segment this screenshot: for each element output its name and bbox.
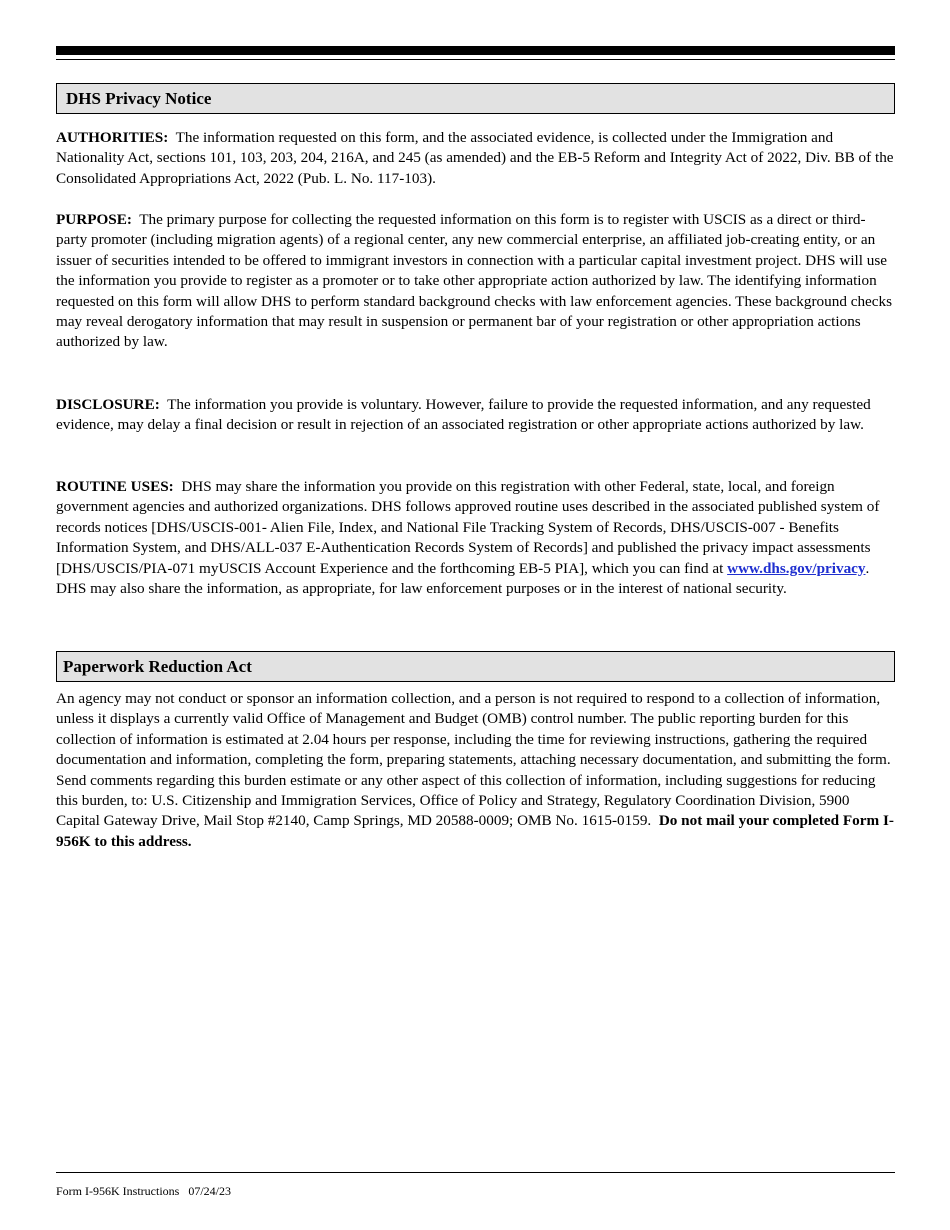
disclosure-paragraph [56,395,895,436]
paperwork-paragraph [56,689,895,852]
authorities-paragraph [56,128,895,189]
routine-uses-label: ROUTINE USES: [56,478,174,495]
footer-date: 07/24/23 [188,1184,231,1198]
privacy-link[interactable]: www.dhs.gov/privacy [727,559,866,577]
privacy-notice-heading [56,83,895,114]
paperwork-text: An agency may not conduct or sponsor an information collection, and a person is not required to respond to a collection of information, unless it displays a currently valid Office of Management and Budget (OMB) control number. The public reporting burden for this collection of information is estimated at 2.04 hours per response, including the time for reviewing instructions, gathering the required documentation and information, completing the form, preparing statements, attaching necessary documentation, and submitting the form. Send comments regarding this burden estimate or any other aspect of this collection of information, including suggestions for reducing this burden, to: U.S. Citizenship and Immigration Services, Office of Policy and Strategy, Regulatory Coordination Division, 5900 Capital Gateway Drive, Mail Stop #2140, Camp Springs, MD 20588-0009; OMB No. 1615-0159. [56,690,891,830]
paperwork-reduction-heading [56,651,895,682]
paperwork-reduction-heading-text: Paperwork Reduction Act [63,657,252,676]
purpose-paragraph [56,210,895,353]
routine-uses-text: DHS may share the information you provide on this registration with other Federal, state, local, and foreign government agencies and authorized organizations. DHS follows approved routine uses described in the associated published system of records notices [DHS/USCIS-001- Alien File, Index, and National File Tracking System of Records, DHS/USCIS-007 - Benefits Information System, and DHS/ALL-037 E-Authentication Records System of Records] and published the privacy impact assessments [DHS/USCIS/PIA-071 myUSCIS Account Experience and the forthcoming EB-5 PIA], which you can find at [56,478,880,577]
footer-rule [56,1172,895,1173]
header-rule-thick [56,46,895,55]
header-rule-thin [56,59,895,60]
authorities-label: AUTHORITIES: [56,129,169,146]
purpose-text: The primary purpose for collecting the requested information on this form is to register with USCIS as a direct or third-party promoter (including migration agents) of a regional center, any new commercial enterprise, an affiliated job-creating entity, or an issuer of securities intended to be offered to immigrant investors in connection with a particular capital investment project. DHS will use the information you provide to register as a promoter or to take other appropriate action authorized by law. The identifying information requested on this form will allow DHS to perform standard background checks with law enforcement agencies. These background checks may reveal derogatory information that may result in suspension or permanent bar of your registration or other appropriation actions authorized by law. [56,211,893,351]
routine-uses-text-end: . DHS may also share the information, as appropriate, for law enforcement purposes or in the interest of national security. [56,559,870,598]
paperwork-bold-note: Do not mail your completed Form I-956K to this address. [56,812,894,850]
authorities-text: The information requested on this form, and the associated evidence, is collected under the Immigration and Nationality Act, sections 101, 103, 203, 204, 216A, and 245 (as amended) and the EB-5 Reform and Integrity Act of 2022, Div. BB of the Consolidated Appropriations Act, 2022 (Pub. L. No. 117-103). [56,129,894,187]
privacy-notice-heading-text: DHS Privacy Notice [66,89,212,108]
disclosure-label: DISCLOSURE: [56,396,160,413]
footer-form-name: Form I-956K Instructions [56,1184,180,1198]
routine-uses-paragraph [56,477,895,599]
disclosure-text: The information you provide is voluntary. However, failure to provide the requested information, and any requested evidence, may delay a final decision or result in rejection of an associated registration or other appropriate actions authorized by law. [56,396,871,434]
footer [56,1184,231,1198]
purpose-label: PURPOSE: [56,211,132,228]
